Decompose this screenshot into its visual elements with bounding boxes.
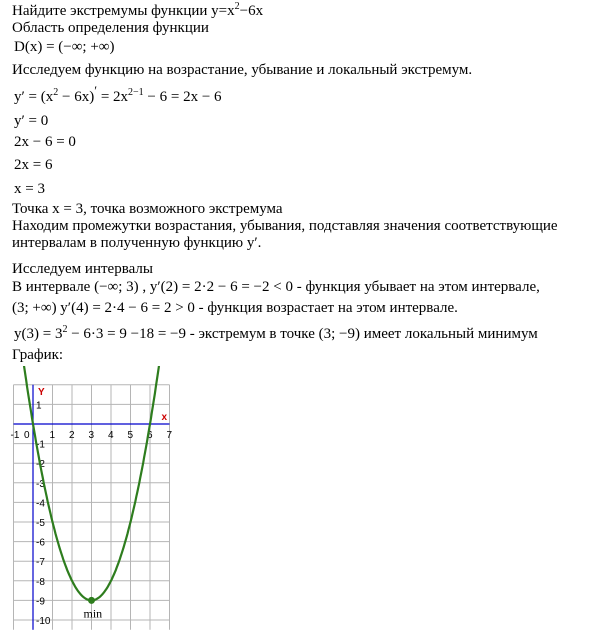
equation-2: 2x − 6 = 0 — [14, 134, 76, 150]
y-tick-label: -1 — [36, 439, 45, 451]
min-label: min — [83, 606, 103, 621]
intervals-text-2: интервалам в полученную функцию y′. — [12, 235, 262, 251]
investigate-intervals: Исследуем интервалы — [12, 261, 153, 277]
heading: Найдите экстремумы функции $y=x^2-6x$ — [12, 1, 264, 19]
x-tick-label: 0 — [24, 430, 30, 441]
y-tick-label: 1 — [36, 400, 42, 412]
interval-1: В интервале (−∞; 3) , y′(2) = 2·2 − 6 = −2 < 0 - функция убывает на этом интервале, — [12, 279, 540, 295]
function-graph — [0, 366, 185, 634]
derivative-formula: $y' = (x^2 - 6x)' = 2x^{2-1} - 6 = 2x - 6$ — [14, 83, 222, 105]
y-tick-label: -7 — [36, 557, 45, 569]
extremum-result: $y(3) = 3^2 - 6\cdot 3 = 9 -18 = -9$ - экстремум в точке (3; −9) имеет локальный минимум — [14, 324, 538, 342]
y-axis-label: Y — [38, 386, 45, 398]
domain-formula: D(x) = (−∞; +∞) — [14, 39, 115, 55]
x-tick-label: 5 — [127, 430, 134, 441]
graph-title: График: — [12, 347, 64, 363]
domain-title: Область определения функции — [12, 20, 209, 36]
y-tick-label: -8 — [36, 576, 45, 588]
x-tick-label: 4 — [108, 430, 114, 441]
y-tick-label: -2 — [36, 459, 45, 471]
point-text: Точка x = 3, точка возможного экстремума — [12, 201, 283, 217]
equation-1: y′ = 0 — [14, 113, 49, 129]
x-tick-label: 3 — [88, 430, 95, 441]
x-tick-label: 6 — [147, 430, 153, 441]
equation-4: x = 3 — [14, 181, 45, 197]
x-tick-label: 2 — [69, 430, 75, 441]
x-tick-label: -1 — [10, 430, 20, 441]
y-tick-label: -6 — [36, 537, 45, 549]
intervals-text-1: Находим промежутки возрастания, убывания, подставляя значения соответствующие — [12, 218, 558, 234]
y-tick-label: -4 — [36, 498, 45, 510]
equation-3: 2x = 6 — [14, 157, 53, 173]
y-tick-label: -3 — [36, 478, 45, 490]
y-tick-label: -9 — [36, 596, 45, 608]
x-tick-label: 7 — [166, 430, 173, 441]
y-tick-label: -10 — [36, 616, 51, 627]
x-axis-label: x — [161, 412, 168, 423]
interval-2: (3; +∞) y′(4) = 2·4 − 6 = 2 > 0 - функция возрастает на этом интервале. — [12, 300, 458, 316]
minimum-point-marker — [88, 597, 95, 604]
investigate-text: Исследуем функцию на возрастание, убывание и локальный экстремум. — [12, 62, 473, 78]
y-tick-label: -5 — [36, 518, 45, 529]
x-tick-label: 1 — [49, 430, 56, 441]
